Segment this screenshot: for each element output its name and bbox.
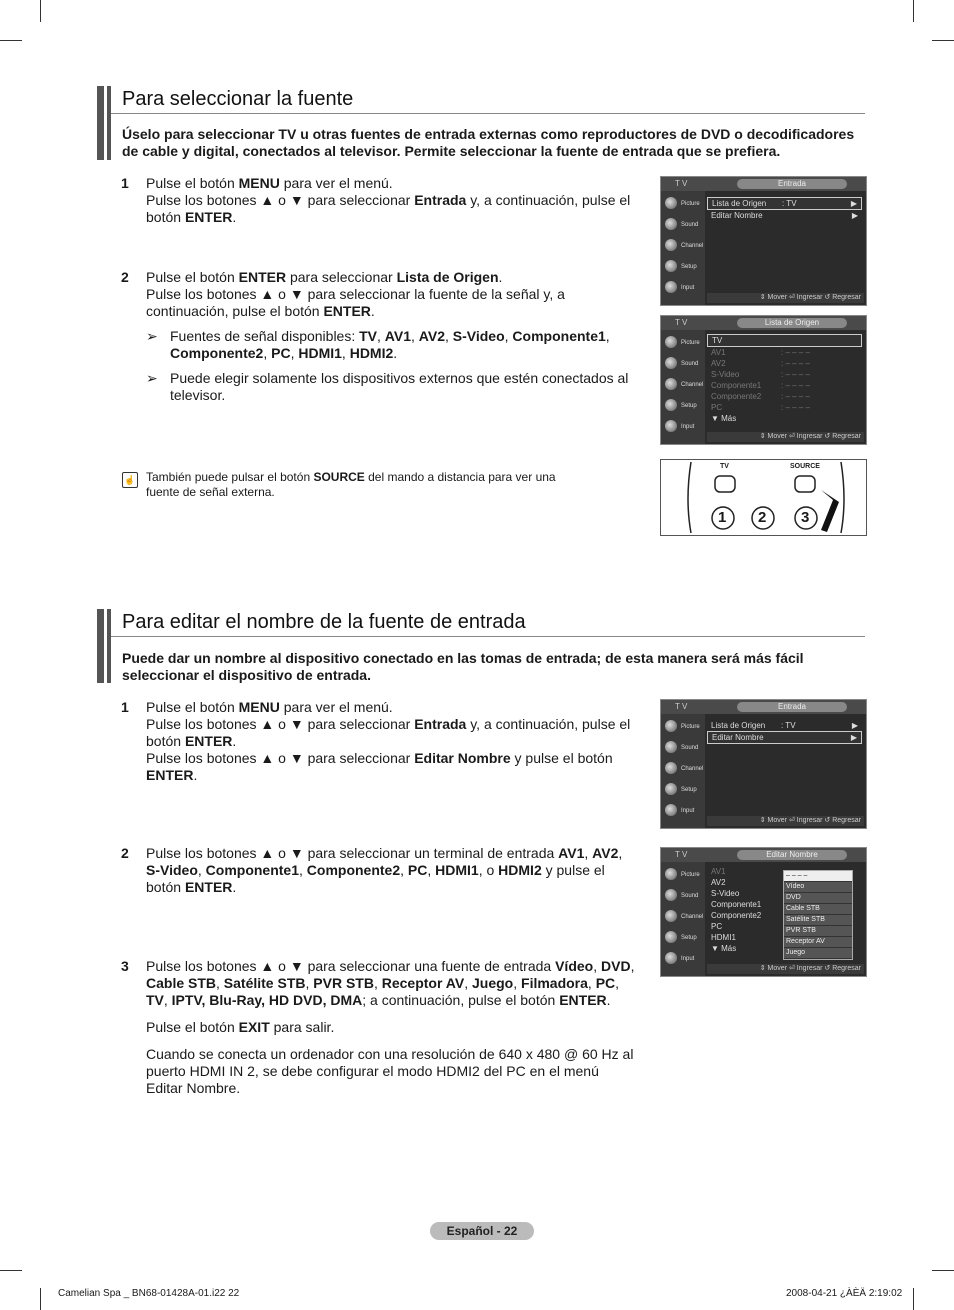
osd-row: Editar Nombre ▶ — [711, 211, 858, 220]
arrow-icon: ➢ — [146, 370, 158, 386]
number-button: 2 — [758, 509, 767, 526]
osd-dropdown — [783, 870, 853, 960]
osd-picture-item: Picture — [665, 866, 705, 886]
osd-channel-item: Channel — [665, 376, 705, 396]
osd-more: ▼ Más — [711, 944, 737, 953]
step-text: Pulse el botón MENU para ver el menú. Pulse los botones ▲ o ▼ para seleccionar Entrada y, a continuación, pulse el botón ENTER. — [146, 175, 631, 225]
section-intro: Úselo para seleccionar TV u otras fuentes de entrada externas como reproductores de DVD o decodificadores de cable y digital, conectados al televisor. Permite seleccionar la fuente de entrada que se prefiera. — [122, 126, 855, 159]
step-number: 1 — [121, 699, 129, 715]
print-footer-right: 2008-04-21 ¿ÀÈÄ 2:19:02 — [786, 1288, 903, 1299]
dropdown-option: Receptor AV — [784, 937, 852, 948]
crop-mark — [0, 40, 22, 41]
setup-icon — [665, 931, 677, 943]
dropdown-option: Cable STB — [784, 904, 852, 915]
crop-mark — [932, 1270, 954, 1271]
osd-menu-entrada-2: T V Entrada Picture Sound Channel Setup Input Lista de Origen : TV ▶ Editar Nombre ▶ ⇕ Mover ⏎ Ingresar ↺ Regresar — [660, 699, 867, 829]
picture-icon — [665, 197, 677, 209]
step-number: 3 — [121, 958, 129, 974]
osd-footer: ⇕ Mover ⏎ Ingresar ↺ Regresar — [707, 964, 864, 974]
osd-tab: Lista de Origen — [737, 318, 847, 328]
dropdown-option: PVR STB — [784, 926, 852, 937]
section-bar — [97, 86, 111, 160]
number-button: 3 — [801, 509, 810, 526]
note: ☝ También puede pulsar el botón SOURCE del mando a distancia para ver una fuente de señal externa. — [122, 470, 582, 500]
number-button: 1 — [718, 509, 727, 526]
osd-row: Componente1 — [711, 900, 762, 909]
osd-sound-item: Sound — [665, 355, 705, 375]
channel-icon — [665, 239, 677, 251]
section-intro: Puede dar un nombre al dispositivo conectado en las tomas de entrada; de esta manera será más fácil seleccionar el dispositivo de entrada. — [122, 650, 804, 683]
step-text: Pulse los botones ▲ o ▼ para seleccionar una fuente de entrada Vídeo, DVD, Cable STB, Satélite STB, PVR STB, Receptor AV, Juego, Filmadora, PC, TV, IPTV, Blu-Ray, HD DVD, DMA; a continuación, pulse el botón ENTER. Pulse el botón EXIT para salir. Cuando se conecta un ordenador con una resolución de 640 x 480 @ 60 Hz al puerto HDMI IN 2, se debe configurar el modo HDMI2 del PC en el menú Editar Nombre. — [146, 958, 635, 1096]
channel-icon — [665, 378, 677, 390]
step-number: 2 — [121, 269, 129, 285]
osd-row: Lista de Origen : TV ▶ — [707, 197, 862, 210]
osd-input-item: Input — [665, 950, 705, 970]
bullet-item: ➢ Fuentes de señal disponibles: TV, AV1, AV2, S-Video, Componente1, Componente2, PC, HDMI1, HDMI2. — [146, 328, 610, 361]
step-text: Pulse el botón ENTER para seleccionar Lista de Origen. Pulse los botones ▲ o ▼ para seleccionar la fuente de la señal y, a continuación, pulse el botón ENTER. ➢ Fuentes de señal disponibles: TV, AV1, AV2, S-Video, Componente1, Componente2, PC, HDMI1, HDMI2. ➢ Puede elegir solamente los dispositivos externos que estén conectados al televisor. — [146, 269, 636, 404]
osd-more: ▼ Más — [711, 414, 737, 423]
crop-mark — [913, 1288, 914, 1310]
section-title: Para editar el nombre de la fuente de entrada — [122, 611, 526, 633]
sound-icon — [665, 357, 677, 369]
channel-icon — [665, 910, 677, 922]
setup-icon — [665, 783, 677, 795]
sound-icon — [665, 218, 677, 230]
osd-picture-item: Picture — [665, 334, 705, 354]
osd-menu-entrada: T V Entrada Picture Sound Channel Setup Input Lista de Origen : TV ▶ Editar Nombre ▶ ⇕ Mover ⏎ Ingresar ↺ Regresar — [660, 176, 867, 306]
sound-icon — [665, 889, 677, 901]
crop-mark — [0, 1270, 22, 1271]
hand-note-icon: ☝ — [122, 472, 138, 488]
osd-menu-editar-nombre: T V Editar Nombre Picture Sound Channel Setup Input AV1 AV2 S-Video Componente1 Componente2 PC HDMI1 ▼ Más – – – – Vídeo DVD Cable STB Satélite STB PVR STB Receptor AV Juego ⇕ Mover ⏎ Ingresar ↺ Regresar — [660, 847, 867, 977]
osd-picture-item: Picture — [665, 195, 705, 215]
remote-illustration — [660, 459, 867, 536]
section-rule — [111, 113, 865, 114]
osd-sound-item: Sound — [665, 887, 705, 907]
osd-input-item: Input — [665, 418, 705, 438]
osd-footer: ⇕ Mover ⏎ Ingresar ↺ Regresar — [707, 432, 864, 442]
dropdown-option: – – – – — [784, 871, 852, 882]
section-title: Para seleccionar la fuente — [122, 88, 354, 110]
input-icon — [665, 804, 677, 816]
osd-row: Editar Nombre ▶ — [707, 731, 862, 744]
osd-sound-item: Sound — [665, 216, 705, 236]
bullet-item: ➢ Puede elegir solamente los dispositivos externos que estén conectados al televisor. — [146, 370, 629, 403]
osd-setup-item: Setup — [665, 929, 705, 949]
input-icon — [665, 281, 677, 293]
osd-row: Lista de Origen : TV ▶ — [711, 721, 858, 730]
osd-row: AV1 : – – – – — [711, 348, 810, 357]
input-icon — [665, 420, 677, 432]
step-text: Pulse el botón MENU para ver el menú. Pulse los botones ▲ o ▼ para seleccionar Entrada y, a continuación, pulse el botón ENTER. Pulse los botones ▲ o ▼ para seleccionar Editar Nombre y pulse el botón ENTER. — [146, 699, 631, 783]
osd-channel-item: Channel — [665, 908, 705, 928]
osd-row: S-Video — [711, 889, 740, 898]
print-footer-left: Camelian Spa _ BN68-01428A-01.i22 22 — [58, 1288, 240, 1299]
dropdown-option: DVD — [784, 893, 852, 904]
page-number-badge: Español - 22 — [430, 1222, 534, 1240]
osd-setup-item: Setup — [665, 397, 705, 417]
crop-mark — [40, 1288, 41, 1310]
osd-tab: Editar Nombre — [737, 850, 847, 860]
source-button-label: SOURCE — [790, 463, 820, 470]
input-icon — [665, 952, 677, 964]
dropdown-option: Satélite STB — [784, 915, 852, 926]
section-rule — [111, 636, 865, 637]
chevron-right-icon: ▶ — [851, 721, 858, 730]
sound-icon — [665, 741, 677, 753]
osd-row: AV2 — [711, 878, 726, 887]
osd-row: PC : – – – – — [711, 403, 810, 412]
setup-icon — [665, 399, 677, 411]
osd-picture-item: Picture — [665, 718, 705, 738]
picture-icon — [665, 720, 677, 732]
chevron-right-icon: ▶ — [851, 211, 858, 220]
osd-input-item: Input — [665, 279, 705, 299]
crop-mark — [40, 0, 41, 22]
osd-setup-item: Setup — [665, 781, 705, 801]
osd-row: Componente2 — [711, 911, 762, 920]
chevron-right-icon: ▶ — [850, 733, 857, 742]
osd-row: TV — [707, 334, 862, 347]
dropdown-option: Juego — [784, 948, 852, 959]
step-number: 1 — [121, 175, 129, 191]
channel-icon — [665, 762, 677, 774]
osd-tab: Entrada — [737, 179, 847, 189]
osd-row: Componente2 : – – – – — [711, 392, 810, 401]
osd-row: AV2 : – – – – — [711, 359, 810, 368]
osd-channel-item: Channel — [665, 237, 705, 257]
crop-mark — [913, 0, 914, 22]
osd-sound-item: Sound — [665, 739, 705, 759]
osd-footer: ⇕ Mover ⏎ Ingresar ↺ Regresar — [707, 293, 864, 303]
chevron-right-icon: ▶ — [850, 199, 857, 208]
osd-channel-item: Channel — [665, 760, 705, 780]
osd-tab: Entrada — [737, 702, 847, 712]
crop-mark — [932, 40, 954, 41]
tv-button-label: TV — [720, 463, 729, 470]
picture-icon — [665, 336, 677, 348]
section-bar — [97, 609, 111, 683]
osd-row: HDMI1 — [711, 933, 736, 942]
dropdown-option: Vídeo — [784, 882, 852, 893]
arrow-icon: ➢ — [146, 328, 158, 344]
step-text: Pulse los botones ▲ o ▼ para seleccionar un terminal de entrada AV1, AV2, S-Video, Componente1, Componente2, PC, HDMI1, o HDMI2 y pulse el botón ENTER. — [146, 845, 623, 895]
osd-row: Componente1 : – – – – — [711, 381, 810, 390]
osd-row: PC — [711, 922, 723, 931]
osd-footer: ⇕ Mover ⏎ Ingresar ↺ Regresar — [707, 816, 864, 826]
osd-menu-lista-origen: T V Lista de Origen Picture Sound Channel Setup Input TV AV1 : – – – – AV2 : – – – – S-Video : – – – – Componente1 : – – – – Componente2 : – – – – PC : – – – – ▼ Más ⇕ Mover ⏎ Ingresar ↺ Regresar — [660, 315, 867, 445]
osd-input-item: Input — [665, 802, 705, 822]
picture-icon — [665, 868, 677, 880]
step-number: 2 — [121, 845, 129, 861]
osd-row: AV1 — [711, 867, 726, 876]
setup-icon — [665, 260, 677, 272]
osd-setup-item: Setup — [665, 258, 705, 278]
osd-row: S-Video : – – – – — [711, 370, 810, 379]
